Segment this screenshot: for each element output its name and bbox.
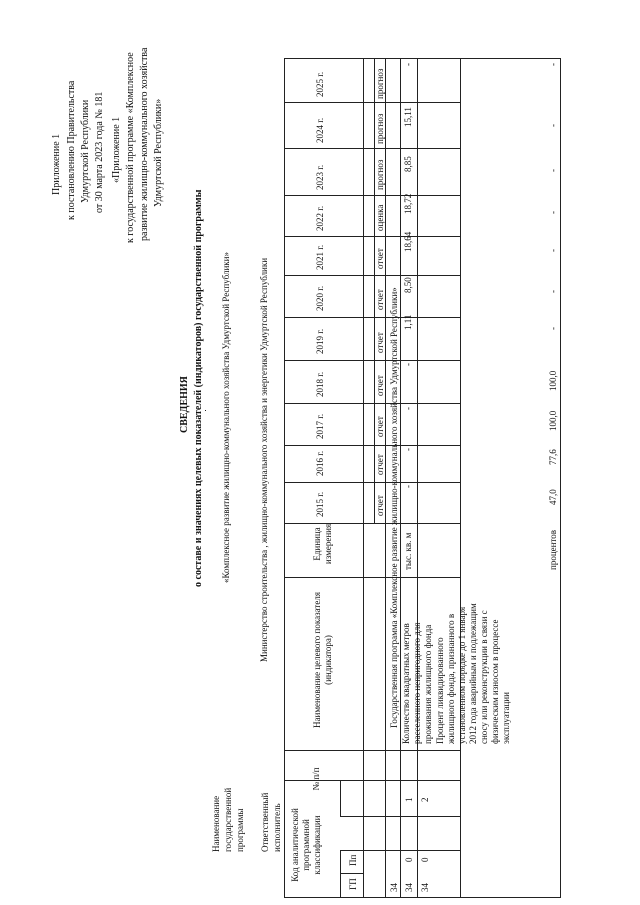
row2-val-2024: - — [548, 124, 558, 127]
col-header-num: № п/п — [311, 767, 321, 791]
year-2024: 2024 г. — [315, 117, 325, 143]
row1-unit: тыс. кв. м — [403, 532, 413, 570]
program-row-gp: 34 — [389, 883, 399, 892]
appendix-line-8: Удмуртской Республики» — [153, 98, 164, 207]
year-2023: 2023 г. — [315, 164, 325, 190]
row1-val-2022: 18,72 — [403, 193, 413, 214]
status-2021: отчет — [375, 248, 385, 269]
row1-val-2018: - — [403, 363, 413, 366]
year-2015: 2015 г. — [315, 491, 325, 517]
row1-val-2020: 8,50 — [403, 277, 413, 293]
page-title: СВЕДЕНИЯ — [179, 376, 190, 433]
status-2018: отчет — [375, 375, 385, 396]
row1-val-2025: - — [403, 63, 413, 66]
row2-val-2017: 100,0 — [548, 410, 558, 431]
row2-name-7: эксплуатации — [501, 692, 511, 744]
col-header-pp: Пп — [348, 854, 358, 866]
status-2023: прогноз — [375, 159, 385, 190]
program-name-label: Наименование государственной программы — [211, 787, 245, 852]
row2-val-2022: - — [548, 211, 558, 214]
row1-val-2023: 8,85 — [403, 156, 413, 172]
col-header-code: Код аналитической программной классификации — [290, 808, 322, 882]
status-2022: оценка — [375, 204, 385, 231]
status-2017: отчет — [375, 416, 385, 437]
appendix-line-3: Удмуртской Республики — [80, 99, 91, 203]
appendix-line-2: к постановлению Правительства — [66, 80, 77, 220]
appendix-line-7: развитие жилищно-коммунального хозяйства — [139, 47, 150, 241]
row2-unit: процентов — [548, 529, 558, 570]
row1-val-2016: - — [403, 448, 413, 451]
row2-val-2018: 100,0 — [548, 370, 558, 391]
col-header-name: Наименование целевого показателя (индикатора) — [312, 592, 333, 728]
appendix-line-6: к государственной программе «Комплексное — [125, 52, 136, 243]
row2-gp: 34 — [420, 883, 430, 892]
status-2020: отчет — [375, 289, 385, 310]
year-2020: 2020 г. — [315, 285, 325, 311]
year-2016: 2016 г. — [315, 450, 325, 476]
status-2016: отчет — [375, 454, 385, 475]
row1-name-3: проживания жилищного фонда — [423, 624, 433, 744]
page-subtitle: о составе и значениях целевых показателей (индикаторов) государственной программы — [193, 189, 204, 587]
year-2025: 2025 г. — [315, 71, 325, 97]
row1-val-2019: 1,11 — [403, 314, 413, 330]
row2-val-2023: - — [548, 169, 558, 172]
row2-name-2: жилищного фонда, признанного в — [446, 613, 456, 744]
row1-val-2015: - — [403, 485, 413, 488]
year-2019: 2019 г. — [315, 328, 325, 354]
row1-num: 1 — [404, 797, 414, 802]
row2-val-2015: 47,0 — [548, 489, 558, 505]
year-2018: 2018 г. — [315, 371, 325, 397]
row1-name-1: Количество квадратных метров — [401, 623, 411, 744]
col-header-gp: ГП — [348, 878, 358, 890]
executor-value: Министерство строительства , жилищно-коммунального хозяйства и энергетики Удмуртской Республики — [259, 257, 269, 662]
program-name-value: «Комплексное развитие жилищно-коммунального хозяйства Удмуртской Республики» — [221, 252, 231, 583]
year-2022: 2022 г. — [315, 205, 325, 231]
row2-num: 2 — [420, 797, 430, 802]
row2-val-2021: - — [548, 249, 558, 252]
year-2021: 2021 г. — [315, 244, 325, 270]
appendix-line-5: «Приложение 1 — [111, 116, 122, 183]
row2-val-2020: - — [548, 290, 558, 293]
row1-val-2021: 18,64 — [403, 231, 413, 252]
row2-pp: 0 — [420, 857, 430, 862]
row2-val-2019: - — [548, 327, 558, 330]
row2-val-2025: - — [548, 63, 558, 66]
row1-name-2: расселенного непригодного для — [412, 622, 422, 744]
row2-val-2016: 77,6 — [548, 449, 558, 465]
row1-gp: 34 — [404, 883, 414, 892]
program-row-text: Государственная программа «Комплексное развитие жилищно-коммунального хозяйства Удмуртской Республики» — [389, 287, 399, 728]
status-2015: отчет — [375, 495, 385, 516]
row2-name-6: физическим износом в процессе — [490, 619, 500, 744]
executor-label: Ответственный исполнитель — [260, 792, 282, 852]
row1-val-2017: - — [403, 407, 413, 410]
row2-name-4: 2012 года аварийным и подлежащим — [468, 603, 478, 744]
appendix-line-4: от 30 марта 2023 года № 181 — [94, 91, 105, 213]
appendix-line-1: Приложение 1 — [51, 133, 62, 195]
row1-val-2024: 15,11 — [403, 107, 413, 127]
row2-name-1: Процент ликвидированного — [435, 637, 445, 744]
year-2017: 2017 г. — [315, 413, 325, 439]
row2-name-5: сносу или реконструкции в связи с — [479, 610, 489, 744]
status-2025: прогноз — [375, 68, 385, 99]
col-header-unit: Единица измерения — [312, 523, 333, 565]
status-2024: прогноз — [375, 113, 385, 144]
status-2019: отчет — [375, 332, 385, 353]
row2-name-3: установленном порядке до 1 января — [457, 606, 467, 744]
row1-pp: 0 — [404, 857, 414, 862]
